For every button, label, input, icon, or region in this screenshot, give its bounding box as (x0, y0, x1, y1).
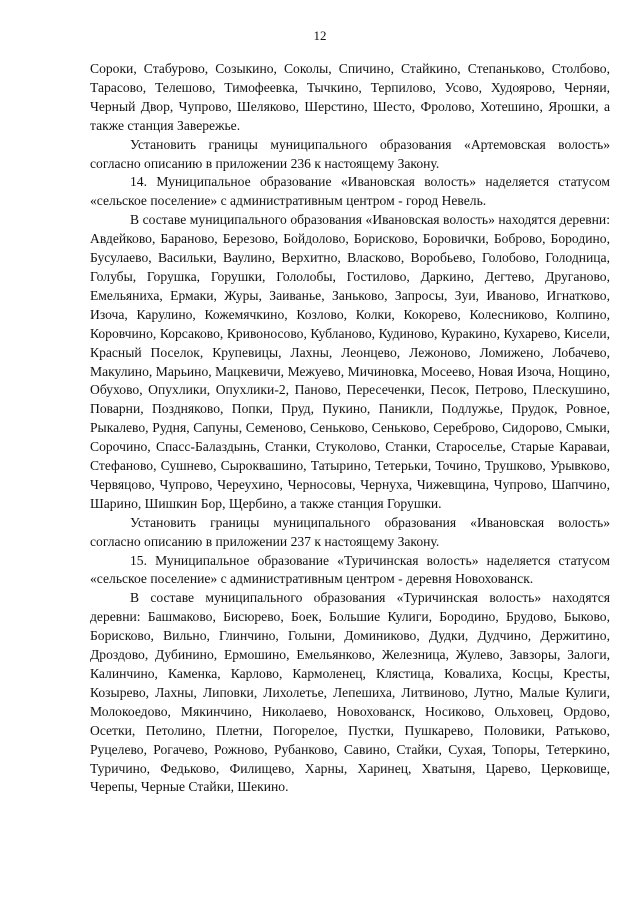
page-number: 12 (313, 28, 327, 43)
paragraph-turichinskaya-status: 15. Муниципальное образование «Туричинская волость» наделяется статусом «сельское поселение» с административным центром - деревня Новохованск. (90, 552, 610, 587)
paragraph-continuation: Сороки, Стабурово, Созыкино, Соколы, Спичино, Стайкино, Степаньково, Столбово, Тарасово, Телешово, Тимофеевка, Тычкино, Терпилово, Усово, Худоярово, Черняи, Черный Двор, Чупрово, Шеляково, Шерстино, Шесто, Фролово, Хотешино, Ярошки, а также станция Заверeжье. (90, 61, 610, 133)
paragraph-ivanovskaya-borders: Установить границы муниципального образования «Ивановская волость» согласно описанию в приложении 237 к настоящему Закону. (90, 514, 610, 549)
paragraph-ivanovskaya-villages: В составе муниципального образования «Ивановская волость» находятся деревни: Авдейково, Бараново, Березово, Бойдолово, Борисково, Боровички, Боброво, Бородино, Бусулаево, Васильки, Ваулино, Верхитно, Власково, Воробьево, Голобово, Голодница, Голубы, Горушка, Горушки, Гололобы, Гостилово, Даркино, Дегтево, Друганово, Емельяниха, Ермаки, Журы, Заиванье, Заньково, Запросы, Зуи, Иваново, Игнатково, Изоча, Карулино, Кожемячкино, Козлово, Колки, Кокорево, Колесниково, Колпино, Коровчино, Корсаково, Кривоносово, Кубланово, Кудиново, Куракино, Кухарево, Кисели, Красный Поселок, Крупевицы, Лахны, Леонцево, Лежоново, Ломижено, Лобачево, Макулино, Марьино, Мацкевичи, Межуево, Мичиновка, Мосеево, Новая Изоча, Нощино, Обухово, Опухлики, Опухлики-2, Паново, Пересеченки, Песок, Петрово, Плескушино, Поварни, Поздняково, Попки, Пруд, Пукино, Паникли, Подлужье, Прудок, Ровное, Рыкалево, Рудня, Сапуны, Семеново, Сеньково, Сеньково, Сереброво, Сидорово, Смыки, Сорочино, Спасс-Балаздынь, Станки, Стуколово, Станки, Староселье, Старые Караваи, Стефаново, Сушнево, Сыроквашино, Татырино, Тетерьки, Точино, Трушково, Урывково, Червяцово, Чупрово, Череухино, Черносовы, Чернуха, Чижевщина, Чупрово, Шапчино, Шарино, Шишкин Бор, Щербино, а также станция Горушки. (90, 212, 610, 511)
paragraph-artemovskaya-borders: Установить границы муниципального образования «Артемовская волость» согласно описанию в приложении 236 к настоящему Закону. (90, 136, 610, 171)
paragraph-ivanovskaya-status: 14. Муниципальное образование «Ивановская волость» наделяется статусом «сельское поселение» с административным центром - город Невель. (90, 174, 610, 209)
document-body (90, 60, 610, 797)
paragraph-turichinskaya-villages: В составе муниципального образования «Туричинская волость» находятся деревни: Башмаково, Бисюрево, Боек, Большие Кулиги, Бородино, Брудово, Быково, Борисково, Вильно, Глинчино, Голыни, Доминиково, Дудки, Дудчино, Держитино, Дроздово, Дубинино, Ермошино, Емельянково, Железница, Жулево, Завзоры, Залоги, Калинчино, Каменка, Карлово, Кармоленец, Клястица, Ковалиха, Косцы, Кресты, Козырево, Лахны, Липовки, Лихолетье, Лепешиха, Литвиново, Лутно, Малые Кулиги, Молокоедово, Мякинчино, Николаево, Новохованск, Носиково, Ольховец, Ордово, Осетки, Петолино, Плетни, Погорелое, Пустки, Пушкарево, Половики, Ратьково, Руцелево, Рогачево, Рожново, Рубанково, Савино, Стайки, Сухая, Топоры, Тетеркино, Туричино, Федьково, Филищево, Харны, Харинец, Хватыня, Царево, Церковище, Черепы, Черные Стайки, Шекино. (90, 590, 610, 795)
